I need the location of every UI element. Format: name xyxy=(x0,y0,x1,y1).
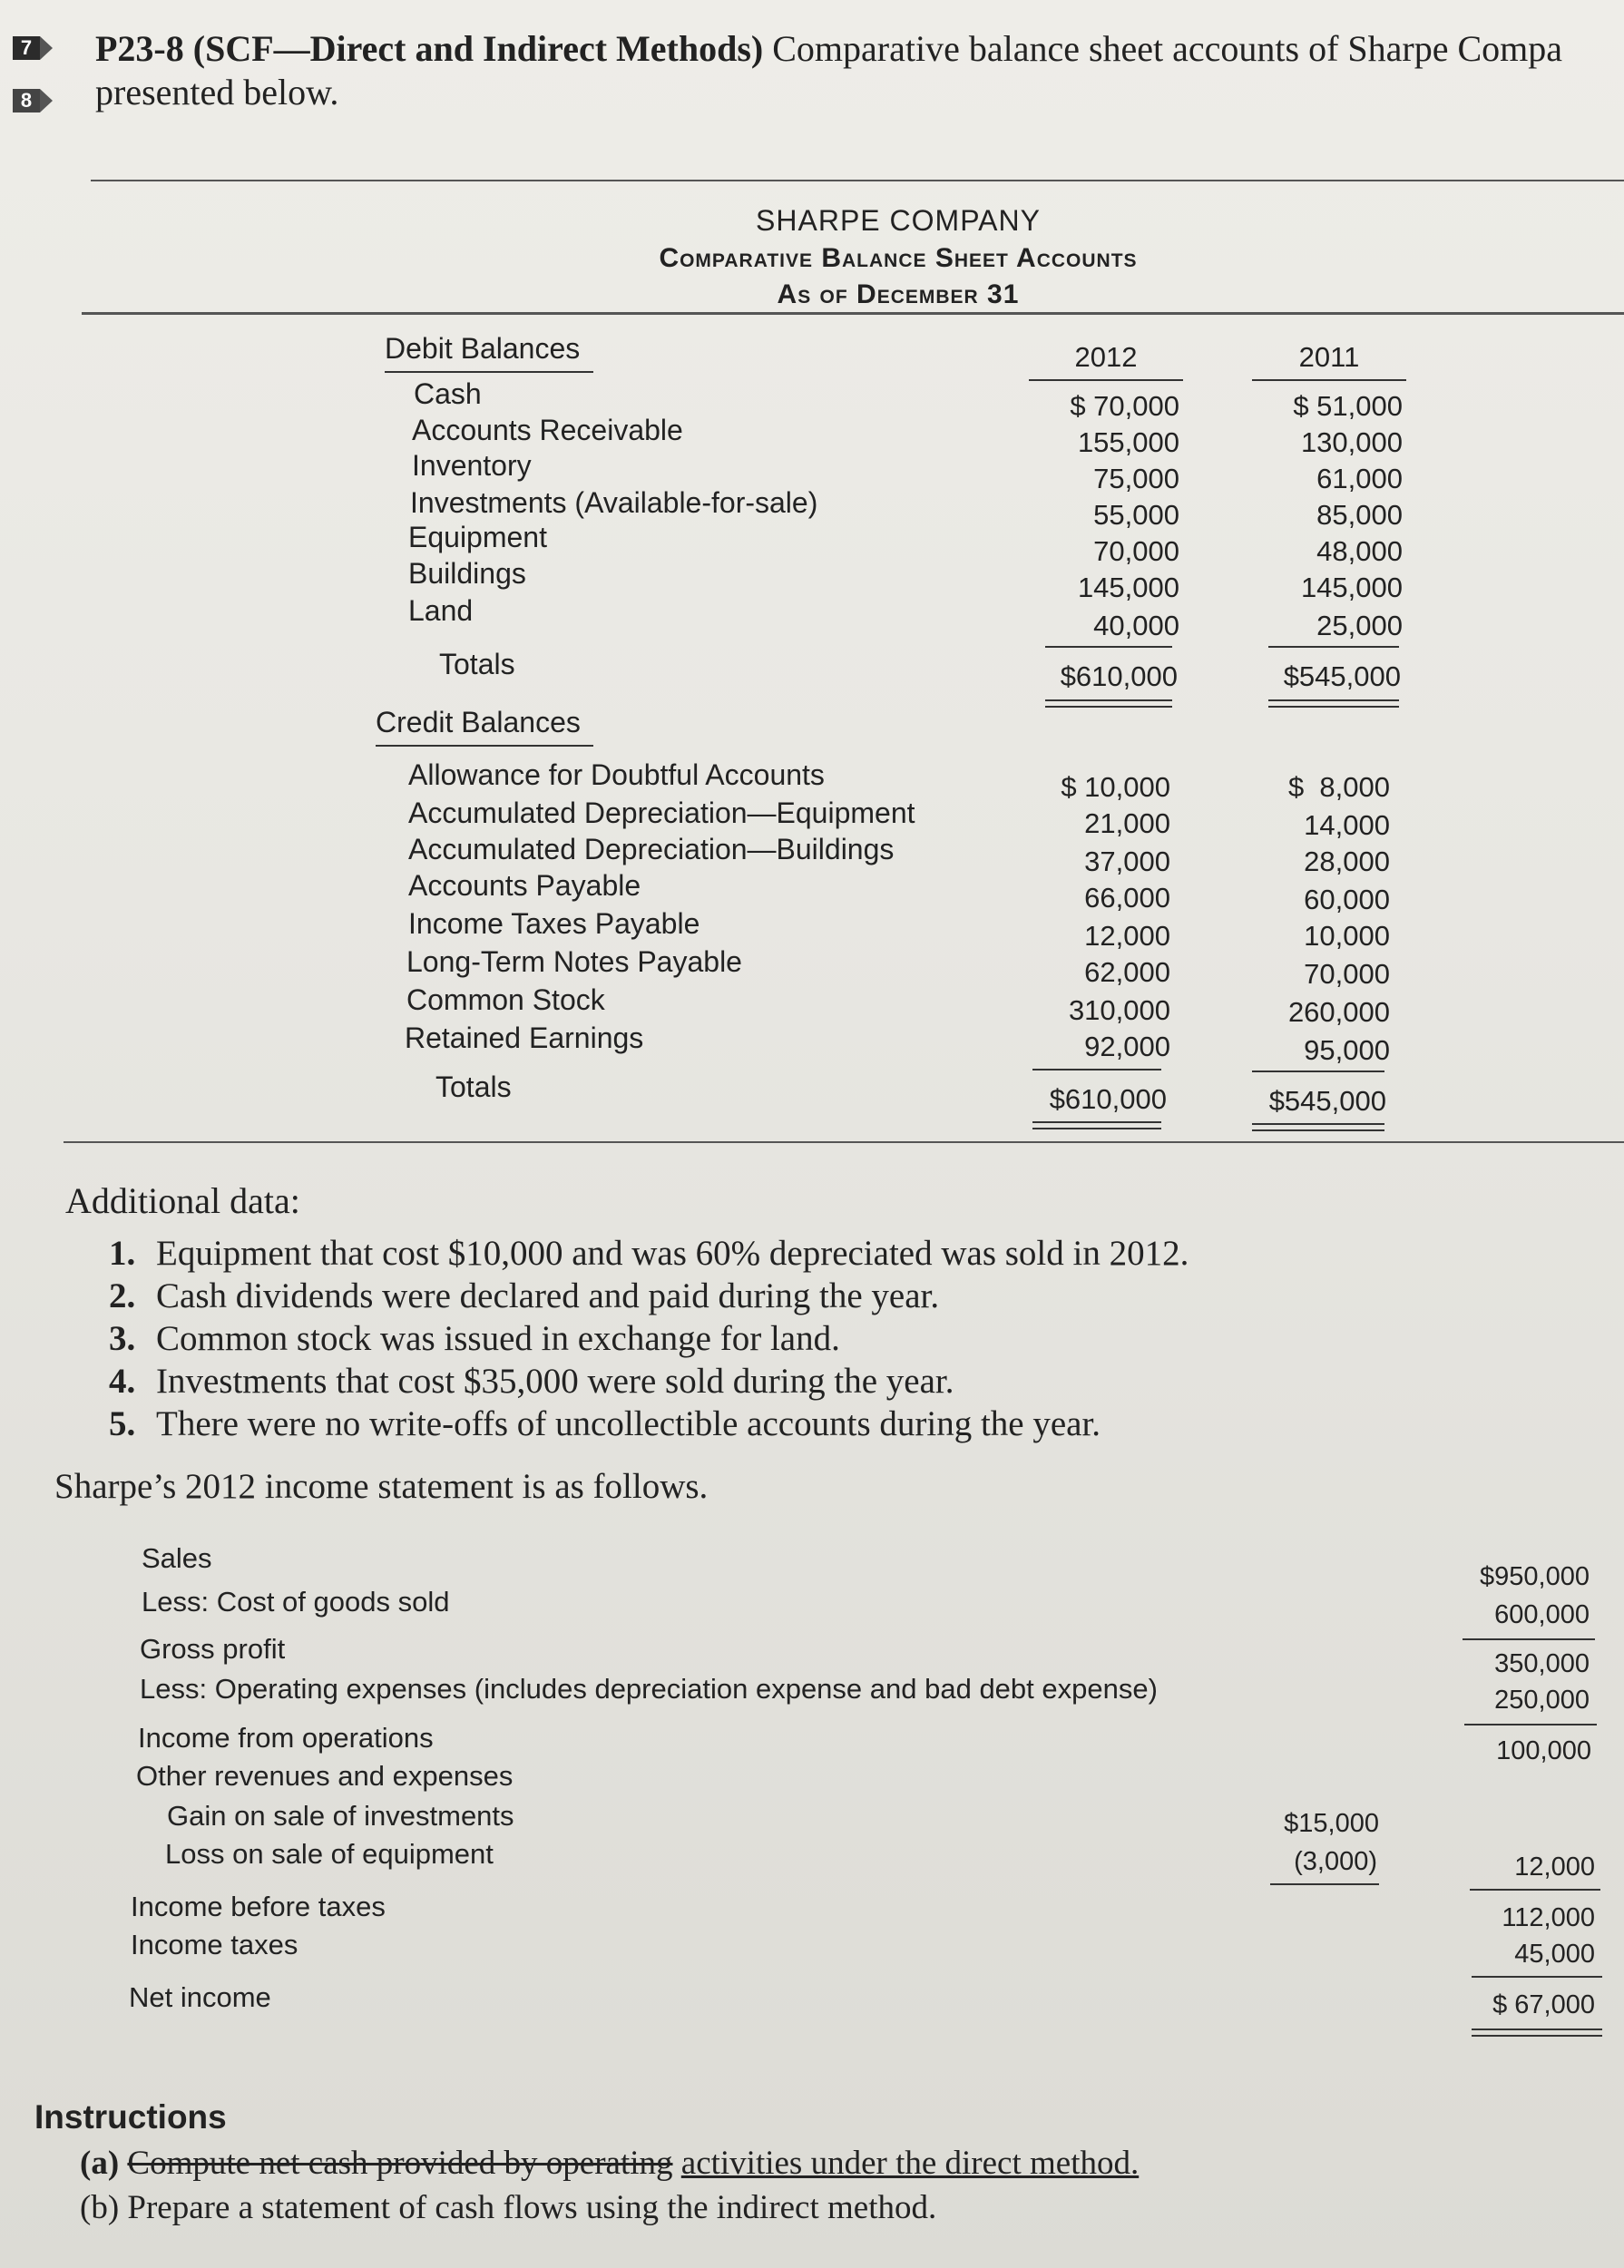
statement-title: Comparative Balance Sheet Accounts xyxy=(659,243,1138,273)
debit-account: Investments (Available-for-sale) xyxy=(410,486,818,519)
gross-profit-label: Gross profit xyxy=(140,1633,286,1665)
debit-2011-value: 85,000 xyxy=(1316,499,1403,531)
debit-total-2012: $610,000 xyxy=(1060,660,1178,692)
list-item-number: 4. xyxy=(109,1362,136,1401)
debit-heading: Debit Balances xyxy=(385,332,593,373)
cogs-amount: 600,000 xyxy=(1494,1600,1590,1629)
debit-total-double-line-2012b xyxy=(1045,706,1172,708)
income-from-operations-label: Income from operations xyxy=(138,1722,434,1754)
income-from-operations-amount: 100,000 xyxy=(1496,1736,1591,1765)
top-rule xyxy=(91,180,1624,181)
list-item xyxy=(109,1360,1189,1403)
debit-2011-value: 61,000 xyxy=(1316,463,1403,494)
credit-account: Retained Earnings xyxy=(405,1022,644,1054)
list-item-number: 1. xyxy=(109,1234,136,1273)
credit-total-double-line-2011 xyxy=(1252,1123,1384,1125)
list-item-number: 3. xyxy=(109,1319,136,1358)
debit-2012-value: 70,000 xyxy=(1093,535,1179,567)
credit-account: Long-Term Notes Payable xyxy=(406,945,742,978)
credit-2011-value: 14,000 xyxy=(1304,809,1390,841)
credit-total-double-line-2012b xyxy=(1032,1128,1161,1129)
other-items-rule xyxy=(1270,1883,1379,1885)
list-item-number: 2. xyxy=(109,1276,136,1315)
credit-account: Income Taxes Payable xyxy=(408,907,700,940)
debit-total-double-line-2012 xyxy=(1045,699,1172,701)
income-statement-intro: Sharpe’s 2012 income statement is as follows. xyxy=(54,1467,709,1506)
list-item-text: Equipment that cost $10,000 and was 60% depreciated was sold in 2012. xyxy=(156,1234,1189,1273)
credit-2012-value: 21,000 xyxy=(1084,807,1170,839)
credit-2012-value: 92,000 xyxy=(1084,1031,1170,1062)
debit-subtotal-line-2012 xyxy=(1045,646,1172,648)
credit-heading: Credit Balances xyxy=(376,706,593,747)
sales-label: Sales xyxy=(142,1542,212,1574)
credit-account: Allowance for Doubtful Accounts xyxy=(408,758,825,791)
additional-data-list xyxy=(109,1232,1189,1445)
net-income-label: Net income xyxy=(129,1981,271,2013)
debit-account: Equipment xyxy=(408,521,547,553)
debit-total-label: Totals xyxy=(439,648,515,680)
list-item-text: Common stock was issued in exchange for land. xyxy=(156,1319,840,1358)
problem-title xyxy=(95,27,1562,70)
operating-expenses-amount: 250,000 xyxy=(1494,1686,1590,1715)
credit-account: Accounts Payable xyxy=(408,869,641,902)
list-item-text: There were no write-offs of uncollectible accounts during the year. xyxy=(156,1404,1101,1443)
debit-2011-value: 48,000 xyxy=(1316,535,1403,567)
credit-2012-value: 310,000 xyxy=(1068,994,1170,1026)
opex-rule xyxy=(1464,1724,1597,1725)
debit-2011-value: 145,000 xyxy=(1300,572,1403,603)
credit-2011-value: 10,000 xyxy=(1304,920,1390,952)
debit-2012-value: 40,000 xyxy=(1093,610,1179,641)
credit-total-2011: $545,000 xyxy=(1268,1085,1386,1117)
debit-total-2011: $545,000 xyxy=(1283,660,1401,692)
debit-2012-value: 55,000 xyxy=(1093,499,1179,531)
problem-subtitle: presented below. xyxy=(95,72,339,112)
debit-total-double-line-2011 xyxy=(1268,699,1399,701)
year-2012-header: 2012 xyxy=(1029,341,1183,381)
operating-expenses-label: Less: Operating expenses (includes depreciation expense and bad debt expense) xyxy=(140,1673,1158,1705)
credit-2012-value: 62,000 xyxy=(1084,956,1170,988)
debit-2011-value: 25,000 xyxy=(1316,610,1403,641)
net-income-double-line-b xyxy=(1472,2035,1602,2037)
other-revenues-heading: Other revenues and expenses xyxy=(136,1760,514,1792)
credit-2011-value: 95,000 xyxy=(1304,1034,1390,1066)
credit-account: Accumulated Depreciation—Equipment xyxy=(408,797,915,829)
credit-2012-value: 37,000 xyxy=(1084,846,1170,877)
sales-amount: $950,000 xyxy=(1480,1562,1590,1591)
credit-total-label: Totals xyxy=(435,1070,512,1103)
credit-total-2012: $610,000 xyxy=(1049,1083,1167,1115)
list-item-text: Investments that cost $35,000 were sold during the year. xyxy=(156,1362,954,1401)
other-net-rule xyxy=(1470,1889,1600,1891)
credit-total-double-line-2011b xyxy=(1252,1129,1384,1131)
problem-title-text: Comparative balance sheet accounts of Sharpe Compa xyxy=(772,28,1563,69)
gross-profit-amount: 350,000 xyxy=(1494,1649,1590,1678)
problem-code: P23-8 (SCF—Direct and Indirect Methods) xyxy=(95,28,764,69)
credit-subtotal-line-2012 xyxy=(1032,1069,1161,1070)
header-rule xyxy=(82,312,1624,315)
company-name: SHARPE COMPANY xyxy=(756,204,1041,237)
debit-account: Buildings xyxy=(408,557,526,590)
debit-account: Cash xyxy=(414,377,482,410)
debit-2011-value: 130,000 xyxy=(1300,426,1403,458)
debit-2012-value: 75,000 xyxy=(1093,463,1179,494)
debit-total-double-line-2011b xyxy=(1268,706,1399,708)
loss-on-equipment-label: Loss on sale of equipment xyxy=(165,1838,494,1870)
credit-total-double-line-2012 xyxy=(1032,1121,1161,1123)
credit-2011-value: $ 8,000 xyxy=(1287,771,1390,803)
list-item xyxy=(109,1275,1189,1317)
instruction-a-struck: Compute net cash provided by operating xyxy=(127,2145,673,2182)
debit-account: Inventory xyxy=(412,449,532,482)
instruction-a xyxy=(80,2144,1139,2183)
instruction-a-underlined: activities under the direct method. xyxy=(680,2145,1140,2182)
instruction-b: (b) Prepare a statement of cash flows using the indirect method. xyxy=(80,2189,937,2226)
problem-badge-7: 7 xyxy=(13,36,40,60)
credit-2012-value: 66,000 xyxy=(1084,882,1170,914)
other-items-net-amount: 12,000 xyxy=(1514,1853,1595,1882)
income-taxes-label: Income taxes xyxy=(131,1929,298,1960)
income-before-taxes-label: Income before taxes xyxy=(131,1891,386,1922)
credit-account: Common Stock xyxy=(406,983,605,1016)
table-bottom-rule xyxy=(64,1141,1624,1143)
instruction-a-prefix: (a) xyxy=(80,2145,120,2182)
income-taxes-amount: 45,000 xyxy=(1514,1940,1595,1969)
list-item xyxy=(109,1317,1189,1360)
cogs-rule xyxy=(1463,1638,1595,1640)
statement-date: As of December 31 xyxy=(777,279,1020,309)
loss-on-equipment-amount: (3,000) xyxy=(1294,1847,1377,1876)
credit-account: Accumulated Depreciation—Buildings xyxy=(408,833,895,865)
debit-account: Accounts Receivable xyxy=(412,414,683,446)
credit-2011-value: 260,000 xyxy=(1287,996,1390,1028)
list-item xyxy=(109,1403,1189,1445)
credit-subtotal-line-2011 xyxy=(1252,1070,1384,1072)
additional-data-title: Additional data: xyxy=(65,1180,300,1221)
list-item-text: Cash dividends were declared and paid during the year. xyxy=(156,1276,940,1315)
credit-2012-value: $ 10,000 xyxy=(1061,771,1170,803)
list-item-number: 5. xyxy=(109,1404,136,1443)
taxes-rule xyxy=(1472,1976,1602,1978)
debit-2012-value: 145,000 xyxy=(1077,572,1179,603)
gain-on-investments-amount: $15,000 xyxy=(1284,1809,1379,1838)
net-income-double-line xyxy=(1472,2028,1602,2030)
debit-2012-value: $ 70,000 xyxy=(1070,390,1179,422)
year-2011-header: 2011 xyxy=(1252,341,1406,381)
credit-2011-value: 60,000 xyxy=(1304,884,1390,915)
debit-2012-value: 155,000 xyxy=(1077,426,1179,458)
debit-subtotal-line-2011 xyxy=(1268,646,1399,648)
debit-2011-value: $ 51,000 xyxy=(1293,390,1403,422)
income-before-taxes-amount: 112,000 xyxy=(1502,1903,1595,1932)
gain-on-investments-label: Gain on sale of investments xyxy=(167,1800,514,1832)
list-item xyxy=(109,1232,1189,1275)
debit-account: Land xyxy=(408,594,474,627)
cogs-label: Less: Cost of goods sold xyxy=(142,1586,450,1618)
problem-badge-8: 8 xyxy=(13,89,40,112)
credit-2011-value: 70,000 xyxy=(1304,958,1390,990)
instructions-title: Instructions xyxy=(34,2098,227,2136)
net-income-amount: $ 67,000 xyxy=(1492,1990,1595,2019)
credit-2011-value: 28,000 xyxy=(1304,846,1390,877)
credit-2012-value: 12,000 xyxy=(1084,920,1170,952)
